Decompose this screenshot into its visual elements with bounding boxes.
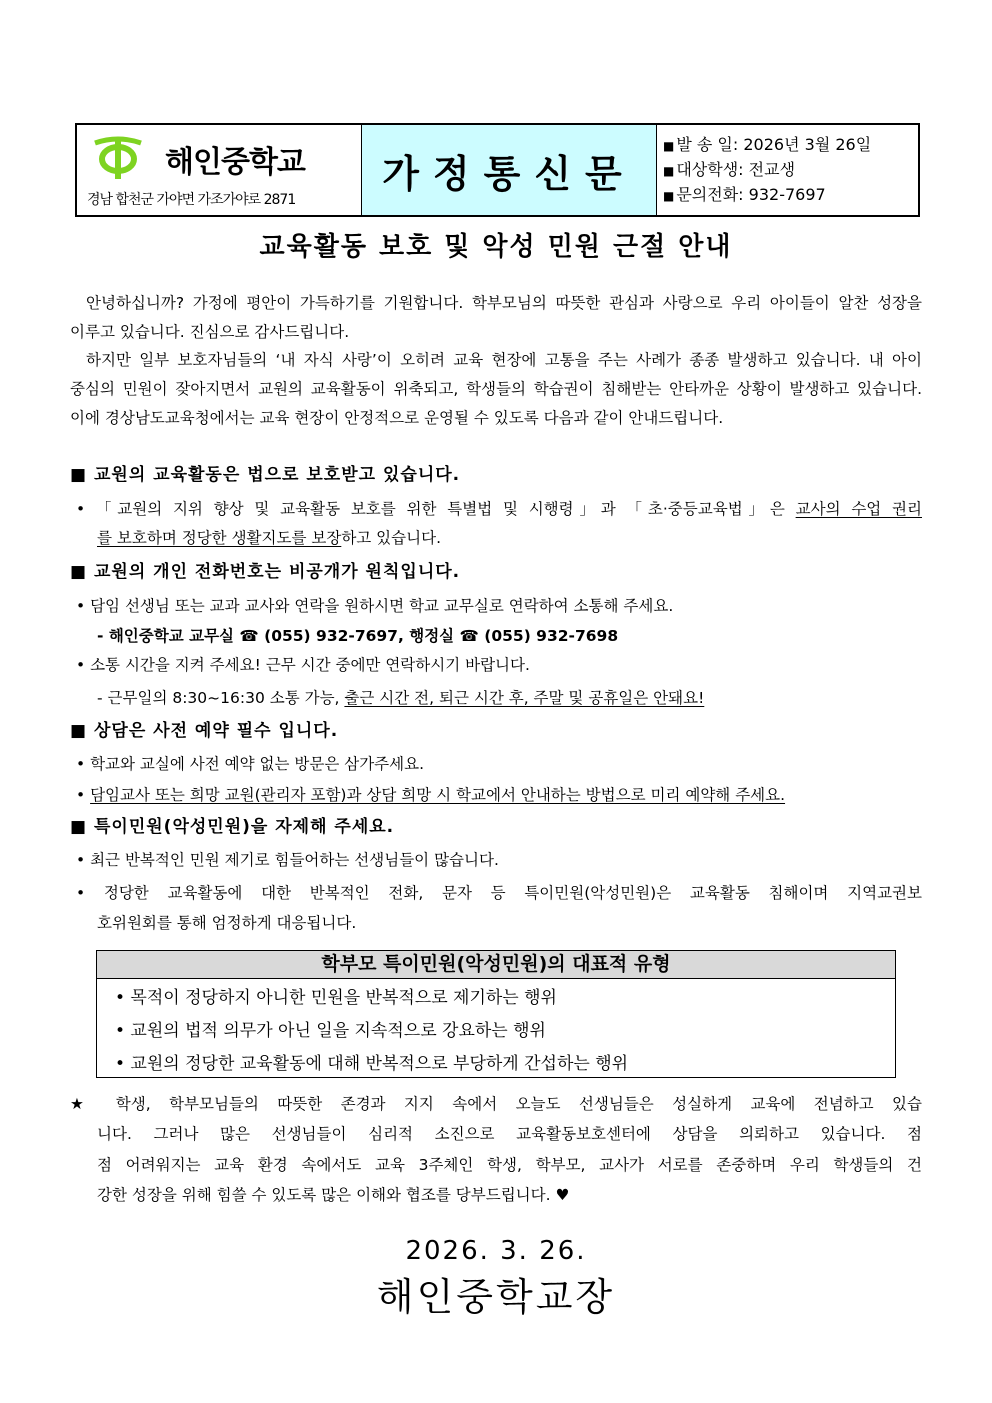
title-cell xyxy=(362,125,657,215)
table-item: • 교원의 법적 의무가 아닌 일을 지속적으로 강요하는 행위 xyxy=(115,1021,546,1041)
text-line xyxy=(97,528,441,548)
table-header: 학부모 특이민원(악성민원)의 대표적 유형 xyxy=(97,951,895,979)
text-line xyxy=(76,850,499,870)
school-name: 해인중학교 xyxy=(165,145,305,180)
text-segment: - 근무일의 8:30~16:30 소통 가능, xyxy=(97,689,345,707)
section-heading xyxy=(70,817,394,837)
text-segment: 호위원회를 통해 엄정하게 대응됩니다. xyxy=(97,914,357,932)
text-line xyxy=(76,754,424,774)
text-segment: ■ 교원의 개인 전화번호는 비공개가 원칙입니다. xyxy=(70,562,461,582)
text-segment: • 담임 선생님 또는 교과 교사와 연락을 원하시면 학교 교무실로 연락하여 소통해 주세요. xyxy=(76,597,674,615)
underlined-text: 교사의 수업 권리 xyxy=(795,500,922,518)
school-logo-icon xyxy=(93,135,143,179)
text-line xyxy=(97,626,618,646)
table-item: • 교원의 정당한 교육활동에 대해 반복적으로 부당하게 간섭하는 행위 xyxy=(115,1054,629,1074)
text-segment: 중심의 민원이 잦아지면서 교원의 교육활동이 위축되고, 학생들의 학습권이 침해받는 안타까운 상황이 발생하고 있습니다. xyxy=(70,380,922,398)
newsletter-title: 가정통신문 xyxy=(382,151,636,196)
section-heading xyxy=(70,562,460,582)
text-line xyxy=(70,408,723,428)
text-segment: 안녕하십니까? 가정에 평안이 가득하기를 기원합니다. 학부모님의 따뜻한 관심과 사랑으로 우리 아이들이 알찬 성장을 xyxy=(86,294,922,312)
text-segment: • 소통 시간을 지켜 주세요! 근무 시간 중에만 연락하시기 바랍니다. xyxy=(76,656,530,674)
info-value: 2026년 3월 26일 xyxy=(743,135,872,154)
info-value: 932-7697 xyxy=(748,185,826,204)
text-segment: 이에 경상남도교육청에서는 교육 현장이 안정적으로 운영될 수 있도록 다음과 같이 안내드립니다. xyxy=(70,409,724,427)
text-line xyxy=(97,688,704,708)
info-label: 대상학생: xyxy=(676,160,744,179)
text-segment: • 최근 반복적인 민원 제기로 힘들어하는 선생님들이 많습니다. xyxy=(76,851,499,869)
underlined-text: 담임교사 또는 희망 교원(관리자 포함)과 상담 희망 시 학교에서 안내하는 방법으로 미리 예약해 주세요. xyxy=(90,786,786,804)
text-segment: 점 어려워지는 교육 환경 속에서도 교육 3주체인 학생, 학부모, 교사가 서로를 존중하며 우리 학생들의 건 xyxy=(97,1156,922,1174)
info-cell xyxy=(657,125,918,215)
text-segment: 하지만 일부 보호자님들의 ‘내 자식 사랑’이 오히려 교육 현장에 고통을 주는 사례가 종종 발생하고 있습니다. 내 아이 xyxy=(86,351,922,369)
text-segment: - 해인중학교 교무실 ☎ (055) 932-7697, 행정실 ☎ (055) 932-7698 xyxy=(97,627,619,645)
text-segment: ■ 교원의 교육활동은 법으로 보호받고 있습니다. xyxy=(70,465,461,485)
text-line xyxy=(70,1094,922,1114)
text-segment: 니다. 그러나 많은 선생님들이 심리적 소진으로 교육활동보호센터에 상담을 의뢰하고 있습니다. 점 xyxy=(97,1125,922,1143)
info-value: 전교생 xyxy=(748,160,796,179)
text-line xyxy=(76,499,922,519)
text-segment: • 정당한 교육활동에 대한 반복적인 전화, 문자 등 특이민원(악성민원)은 교육활동 침해이며 지역교권보 xyxy=(76,884,922,902)
letter-header xyxy=(75,123,920,217)
text-line xyxy=(76,883,922,903)
issue-date: 2026. 3. 26. xyxy=(405,1236,587,1266)
text-segment: 강한 성장을 위해 힘쓸 수 있도록 많은 이해와 협조를 당부드립니다. ♥ xyxy=(97,1186,570,1204)
text-line xyxy=(86,293,922,313)
text-line xyxy=(97,1185,569,1205)
info-target: ■ 대상학생: 전교생 xyxy=(663,160,796,179)
text-line xyxy=(97,913,356,933)
principal-signature: 해인중학교장 xyxy=(376,1275,616,1319)
text-segment: 하고 있습니다. xyxy=(341,529,442,547)
text-segment: • 학교와 교실에 사전 예약 없는 방문은 삼가주세요. xyxy=(76,755,425,773)
text-segment: 이루고 있습니다. 진심으로 감사드립니다. xyxy=(70,323,350,341)
text-segment: • xyxy=(76,786,91,804)
info-phone: ■ 문의전화: 932-7697 xyxy=(663,185,826,204)
text-line xyxy=(76,785,785,805)
text-line xyxy=(76,655,530,675)
text-line xyxy=(76,596,673,616)
document-title: 교육활동 보호 및 악성 민원 근절 안내 xyxy=(259,232,733,262)
text-line xyxy=(97,1155,922,1175)
text-line xyxy=(86,350,922,370)
underlined-text: 를 보호하며 정당한 생활지도를 보장 xyxy=(97,529,342,547)
info-send-date: ■ 발 송 일: 2026년 3월 26일 xyxy=(663,135,872,154)
info-label: 발 송 일: xyxy=(676,135,739,154)
section-heading xyxy=(70,721,338,741)
section-heading xyxy=(70,465,460,485)
underlined-text: 출근 시간 전, 퇴근 시간 후, 주말 및 공휴일은 안돼요! xyxy=(344,689,705,707)
school-address: 경남 합천군 가야면 가조가야로 2871 xyxy=(87,192,296,208)
table-item: • 목적이 정당하지 아니한 민원을 반복적으로 제기하는 행위 xyxy=(115,988,557,1008)
school-cell xyxy=(77,125,362,215)
text-line xyxy=(70,379,922,399)
text-segment: ■ 특이민원(악성민원)을 자제해 주세요. xyxy=(70,817,395,837)
complaint-types-table xyxy=(96,950,896,1078)
text-line xyxy=(70,322,349,342)
text-segment: ■ 상담은 사전 예약 필수 입니다. xyxy=(70,721,339,741)
text-line xyxy=(97,1124,922,1144)
info-label: 문의전화: xyxy=(676,185,744,204)
text-segment: • 「교원의 지위 향상 및 교육활동 보호를 위한 특별법 및 시행령」과 「초·중등교육법」은 xyxy=(76,500,796,518)
text-segment: ★ 학생, 학부모님들의 따뜻한 존경과 지지 속에서 오늘도 선생님들은 성실하게 교육에 전념하고 있습 xyxy=(70,1095,922,1113)
